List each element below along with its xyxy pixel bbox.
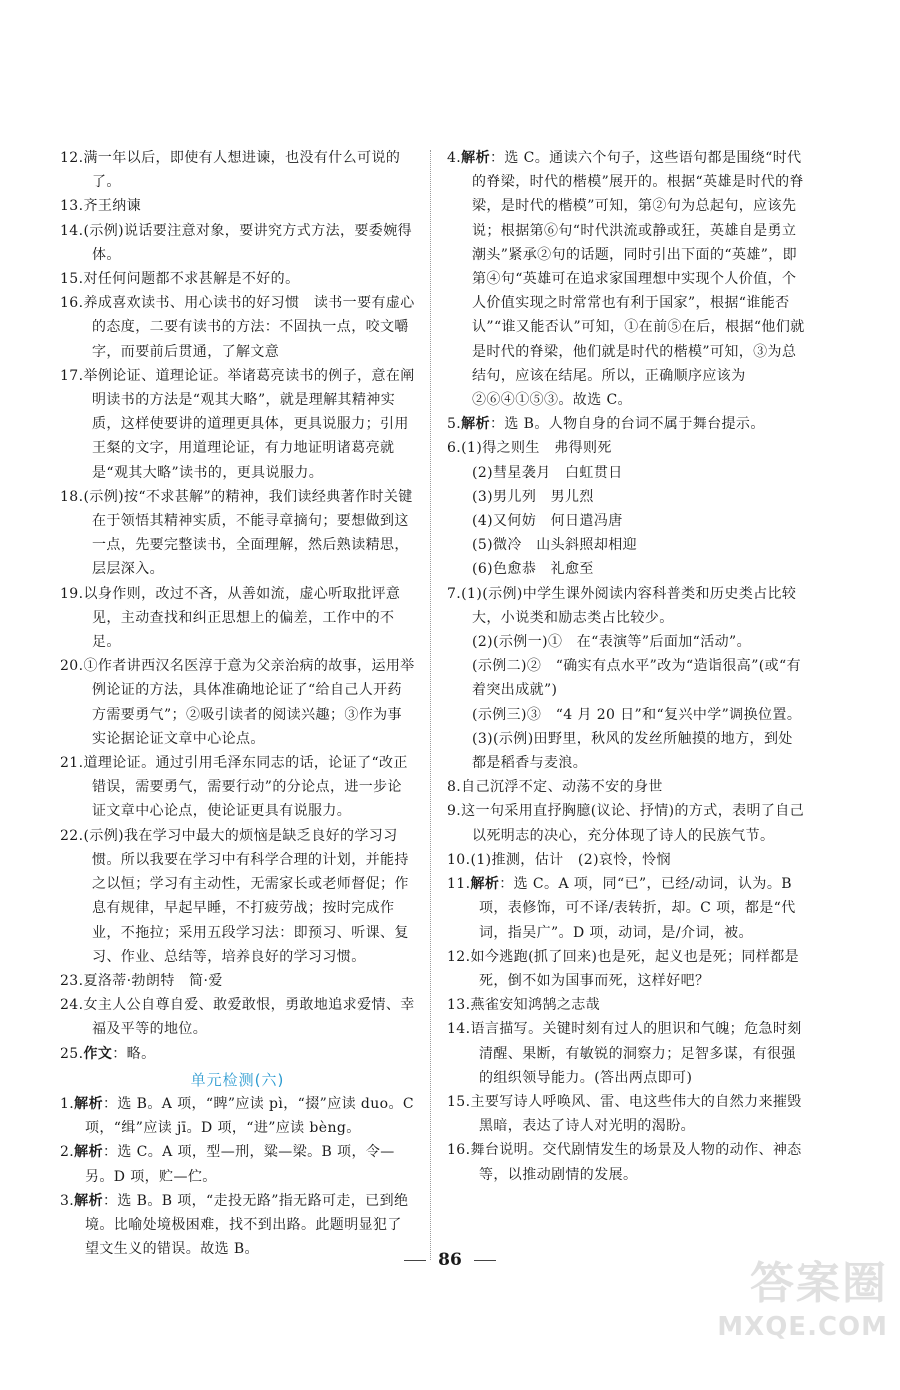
item-label: 解析 (74, 1095, 103, 1112)
answer-item (60, 824, 415, 969)
item-text: (示例)我在学习中最大的烦恼是缺乏良好的学习习惯。所以我要在学习中有科学合理的计划，并能持之以恒；学习有主动性，无需家长或老师督促；作息有规律，早起早睡，不打疲劳战；按时完成作业，不拖拉；采用五段学习法：即预习、听课、复习、作业、总结等，培养良好的学习习惯。 (83, 827, 409, 965)
item-text: 自己沉浮不定、动荡不安的身世 (461, 779, 663, 796)
item-text: 主要写诗人呼唤风、雷、电这些伟大的自然力来摧毁黑暗，表达了诗人对光明的渴盼。 (470, 1093, 802, 1135)
item-text: (1)得之则生 弗得则死 (461, 440, 612, 457)
item-number: 21. (60, 755, 84, 772)
answer-subitem: (6)色愈恭 礼愈至 (472, 561, 594, 578)
item-text: 女主人公自尊自爱、敢爱敢恨，勇敢地追求爱情、幸福及平等的地位。 (83, 997, 415, 1038)
item-text: ：选 B。B 项，“走投无路”指无路可走，已到绝境。比喻处境极困难，找不到出路。此题明显犯了望文生义的错误。故选 B。 (85, 1192, 409, 1258)
answer-item (447, 775, 807, 799)
item-text: ：选 C。通读六个句子，这些语句都是围绕“时代的脊梁，时代的楷模”展开的。根据“英雄是时代的脊梁，是时代的楷模”可知，第②句为总起句，应该先说；根据第⑥句“时代洪流或静或狂，英雄自是勇立潮头”紧承②句的话题，同时引出下面的“英雄”，即第④句“英雄可在追求家国理想中实现个人价值，个人价值实现之时常常也有利于国家”，根据“谁能否认”“谁又能否认”可知，①在前⑤在后，根据“他们就是时代的脊梁，他们就是时代的楷模”可知，③为总结句，应该在结尾。所以，正确顺序应该为②⑥④①⑤③。故选 C。 (472, 150, 805, 409)
answer-item (60, 267, 415, 291)
item-text: 道理论证。通过引用毛泽东同志的话，论证了“改正错误，需要勇气，需要行动”的分论点，进一步论证文章中心论点，使论证更具有说服力。 (83, 755, 408, 820)
item-number: 6. (447, 440, 462, 457)
item-text: (示例)说话要注意对象，要讲究方式方法，要委婉得体。 (83, 222, 412, 263)
item-text: 夏洛蒂·勃朗特 简·爱 (83, 972, 223, 989)
answer-subitem: (4)又何妨 何日遣冯唐 (472, 513, 623, 530)
answer-item (447, 872, 807, 945)
answer-item (60, 291, 415, 364)
answer-item (60, 1042, 415, 1066)
item-number: 11. (447, 876, 471, 893)
item-number: 12. (60, 150, 84, 166)
item-number: 12. (447, 948, 471, 965)
item-text: 如今逃跑(抓了回来)也是死，起义也是死；同样都是死，倒不如为国事而死，这样好吧？ (470, 948, 799, 989)
item-number: 14. (447, 1021, 471, 1038)
answer-item (60, 969, 415, 993)
item-number: 3. (60, 1192, 75, 1209)
answer-item (447, 1017, 807, 1090)
answer-item (60, 219, 415, 267)
item-label: 解析 (74, 1144, 103, 1161)
answer-item (447, 146, 807, 412)
item-number: 18. (60, 488, 84, 505)
answer-item (60, 993, 415, 1041)
answer-item (447, 1090, 807, 1138)
answer-subitem: (示例二)② “确实有点水平”改为“造诣很高”(或“有着突出成就”) (472, 658, 801, 699)
item-number: 13. (60, 198, 84, 215)
item-number: 4. (447, 150, 462, 166)
answer-item (60, 582, 415, 655)
item-number: 19. (60, 585, 84, 602)
item-number: 17. (60, 367, 84, 384)
item-number: 16. (60, 295, 84, 312)
right-column (447, 146, 807, 1187)
item-text: ①作者讲西汉名医淳于意为父亲治病的故事，运用举例论证的方法，具体准确地论证了“给自己人开药方需要勇气”；②吸引读者的阅读兴趣；③作为事实论据论证文章中心论点。 (83, 658, 415, 747)
item-number: 15. (60, 271, 84, 288)
item-number: 2. (60, 1144, 75, 1161)
answer-item (60, 1140, 415, 1188)
page-number: 86 (0, 1250, 900, 1270)
answer-item (60, 364, 415, 485)
item-text: ：选 C。A 项，同“已”，已经/动词，认为。B 项，表修饰，可不译/表转折，却。C 项，都是“代词，指吴广”。D 项，动词，是/介词，被。 (479, 876, 797, 941)
answer-item (60, 485, 415, 582)
item-text: (示例)按“不求甚解”的精神，我们读经典著作时关键在于领悟其精神实质，不能寻章摘句；要想做到这一点，先要完整读书，全面理解，然后熟读精思，层层深入。 (83, 488, 413, 578)
answer-item (447, 993, 807, 1017)
item-text: 语言描写。关键时刻有过人的胆识和气魄；危急时刻清醒、果断，有敏锐的洞察力；足智多谋，有很强的组织领导能力。(答出两点即可) (470, 1021, 802, 1086)
answer-item (447, 848, 807, 872)
item-text: 举例论证、道理论证。举诸葛亮读书的例子，意在阐明读书的方法是“观其大略”，就是理解其精神实质，这样使要讲的道理更具体，更具说服力；引用王粲的文字，用道理论证，有力地证明诸葛亮就是“观其大略”读书的，更具说服力。 (83, 367, 415, 481)
answer-item (60, 1092, 419, 1140)
item-label: 解析 (461, 416, 490, 433)
item-text: 以身作则，改过不吝，从善如流，虚心听取批评意见，主动查找和纠正思想上的偏差，工作中的不足。 (83, 585, 401, 651)
item-text: ：略。 (112, 1045, 156, 1062)
item-text: 燕雀安知鸿鹄之志哉 (470, 997, 601, 1014)
item-number: 10. (447, 851, 471, 868)
item-text: 齐王纳谏 (83, 198, 142, 215)
watermark-url: MXQE.COM (717, 1312, 888, 1342)
item-number: 5. (447, 416, 462, 433)
item-number: 20. (60, 658, 84, 675)
item-number: 15. (447, 1093, 471, 1110)
answer-subitem: (3)男儿列 男儿烈 (472, 488, 594, 505)
item-number: 9. (447, 803, 462, 820)
item-number: 24. (60, 997, 84, 1014)
item-text: ：选 B。人物自身的台词不属于舞台提示。 (489, 416, 765, 433)
item-text: 养成喜欢读书、用心读书的好习惯 读书一要有虚心的态度，二要有读书的方法：不固执一点，咬文嚼字，而要前后贯通，了解文意 (83, 295, 415, 360)
answer-item (447, 582, 807, 630)
item-label: 解析 (470, 876, 500, 893)
item-number: 25. (60, 1045, 84, 1062)
answer-item (60, 654, 415, 751)
answer-item (60, 146, 415, 194)
answer-item (447, 1138, 807, 1186)
item-number: 23. (60, 972, 84, 989)
column-divider (430, 150, 431, 1260)
item-text: 这一句采用直抒胸臆(议论、抒情)的方式，表明了自己以死明志的决心，充分体现了诗人的民族气节。 (461, 803, 805, 844)
item-text: (1)推测，估计 (2)哀怜，怜悯 (470, 851, 671, 868)
item-label: 解析 (461, 150, 490, 166)
item-number: 1. (60, 1095, 75, 1112)
item-label: 作文 (83, 1045, 113, 1062)
item-text: 舞台说明。交代剧情发生的场景及人物的动作、神态等，以推动剧情的发展。 (470, 1142, 802, 1183)
answer-subitem: (5)微冷 山头斜照却相迎 (472, 537, 638, 554)
item-text: (1)(示例)中学生课外阅读内容科普类和历史类占比较大，小说类和励志类占比较少。 (461, 585, 797, 626)
item-text: 满一年以后，即使有人想进谏，也没有什么可说的了。 (83, 150, 401, 191)
answer-item (60, 194, 415, 218)
answer-item (60, 751, 415, 824)
watermark-logo: 答案圈 (750, 1258, 888, 1309)
watermark (708, 1256, 888, 1376)
answer-item (447, 412, 807, 436)
left-column (60, 146, 419, 1261)
item-number: 13. (447, 997, 471, 1014)
answer-subitem: (3)(示例)田野里，秋风的发丝所触摸的地方，到处都是稻香与麦浪。 (472, 730, 793, 772)
answer-subitem: (2)彗星袭月 白虹贯日 (472, 464, 623, 481)
item-number: 8. (447, 779, 462, 796)
item-label: 解析 (74, 1192, 103, 1209)
item-text: ：选 C。A 项，型—刑，粱—梁。B 项，令—另。D 项，贮—伫。 (85, 1144, 395, 1185)
item-text: 对任何问题都不求甚解是不好的。 (83, 271, 300, 288)
item-number: 14. (60, 222, 84, 239)
item-number: 22. (60, 827, 84, 844)
answer-subitem: (示例三)③ “4 月 20 日”和“复兴中学”调换位置。 (472, 706, 802, 723)
item-text: ：选 B。A 项，“睥”应读 pì，“掇”应读 duo。C 项，“缉”应读 jī。D 项，“进”应读 bèng。 (85, 1095, 419, 1137)
answer-subitem: (2)(示例一)① 在“表演等”后面加“活动”。 (472, 634, 751, 651)
answer-item (447, 945, 807, 993)
item-number: 16. (447, 1142, 471, 1159)
item-number: 7. (447, 585, 462, 602)
section-title: 单元检测(六) (190, 1070, 285, 1089)
answer-item (447, 436, 807, 460)
answer-item (447, 799, 807, 847)
